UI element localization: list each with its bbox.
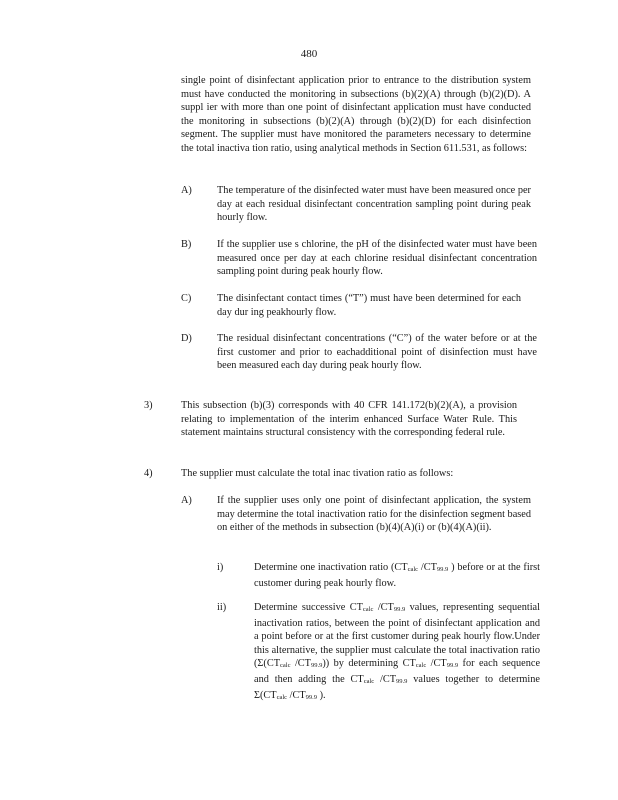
item-a-label: A) [181, 185, 192, 196]
item-3-label: 3) [144, 400, 153, 411]
page-number: 480 [300, 48, 318, 60]
item-b-text: If the supplier use s chlorine, the pH of the disinfected water must have been measured once per day at each chlorine residual disinfectant concentration sampling point during peak hourly flow. [217, 239, 537, 278]
item-3-text: This subsection (b)(3) corresponds with 40 CFR 141.172(b)(2)(A), a provision relating to implementation of the interim enhanced Surface Water Rule. This statement maintains structural consistency with the corresponding federal rule. [181, 400, 517, 439]
item-4a-label: A) [181, 495, 192, 506]
item-4a-text: If the supplier uses only one point of disinfectant application, the system may determine the total inactivation ratio for the disinfection segment based on either of the methods in subsection (b)(4)(A)(i) or (b)(4)(A)(ii). [217, 495, 531, 534]
item-4a-ii-text: Determine successive CTcalc /CT99.9 values, representing sequential inactivation ratios, between the point of disinfectant application and a point before or at the first customer during peak hourly flow.Under this alternative, the supplier must calculate the total inactivation ratio (Σ(CTcalc /CT99.9)) by determining CTcalc /CT99.9 for each sequence and then adding the CTcalc /CT99.9 values together to determine Σ(CTcalc /CT99.9 ). [254, 602, 541, 701]
item-4-text: The supplier must calculate the total inac tivation ratio as follows: [181, 468, 454, 479]
intro-paragraph: single point of disinfectant application prior to entrance to the distribution system must have conducted the monitoring in subsections (b)(2)(A) through (b)(2)(D). A suppl ier with more than one point of disinfectant application must have conducted the monitoring in subsections (b)(2)(A) through (b)(2)(D) for each disinfection segment. The supplier must have monitored the parameters necessary to determine the total inactiva tion ratio, using analytical methods in Section 611.531, as follows: [181, 75, 531, 154]
item-c-label: C) [181, 293, 192, 304]
item-d-text: The residual disinfectant concentrations (“C”) of the water before or at the first customer and prior to eachadditional point of disinfection must have been measured each day during peak hourly flow. [217, 333, 537, 372]
item-d-label: D) [181, 333, 192, 344]
item-a-text: The temperature of the disinfected water must have been measured once per day at each residual disinfectant concentration sampling point during peak hourly flow. [217, 185, 531, 224]
item-4a-ii-label: ii) [217, 602, 227, 613]
item-4-label: 4) [144, 468, 153, 479]
item-4a-i-text: Determine one inactivation ratio (CTcalc /CT99.9 ) before or at the first customer during peak hourly flow. [254, 562, 541, 589]
item-c-text: The disinfectant contact times (“T”) must have been determined for each day dur ing peakhourly flow. [217, 293, 521, 318]
item-b-label: B) [181, 239, 192, 250]
item-4a-i-label: i) [217, 562, 224, 573]
